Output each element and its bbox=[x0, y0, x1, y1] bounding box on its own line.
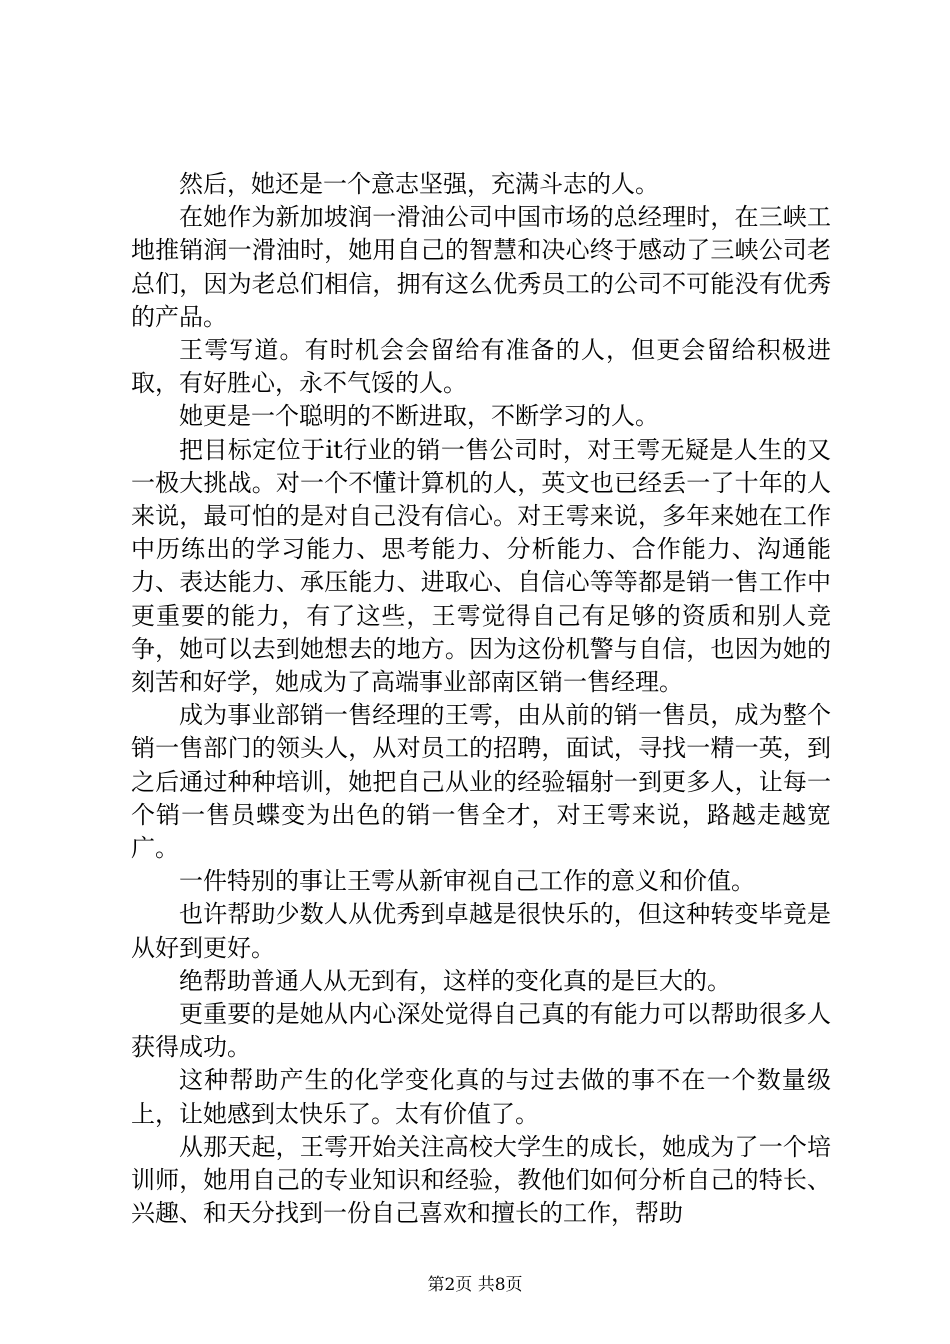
paragraph-11: 这种帮助产生的化学变化真的与过去做的事不在一个数量级上，让她感到太快乐了。太有价值了。 bbox=[131, 1066, 831, 1128]
paragraph-7: 一件特别的事让王雩从新审视自己工作的意义和价值。 bbox=[179, 867, 755, 896]
page-footer: 第2页 共8页 bbox=[427, 1275, 523, 1295]
paragraph-8: 也许帮助少数人从优秀到卓越是很快乐的，但这种转变毕竟是从好到更好。 bbox=[131, 900, 831, 962]
paragraph-6: 成为事业部销一售经理的王雩，由从前的销一售员，成为整个销一售部门的领头人，从对员工的招聘，面试，寻找一精一英，到之后通过种种培训，她把自己从业的经验辐射一到更多人，让每一个销一售员蝶变为出色的销一售全才，对王雩来说，路越走越宽广。 bbox=[131, 701, 831, 863]
paragraph-9: 绝帮助普通人从无到有，这样的变化真的是巨大的。 bbox=[179, 966, 731, 995]
paragraph-5: 把目标定位于it行业的销一售公司时，对王雩无疑是人生的又一极大挑战。对一个不懂计算机的人，英文也已经丢一了十年的人来说，最可怕的是对自己没有信心。对王雩来说，多年来她在工作中历练出的学习能力、思考能力、分析能力、合作能力、沟通能力、表达能力、承压能力、进取心、自信心等等都是销一售工作中更重要的能力，有了这些，王雩觉得自己有足够的资质和别人竞争，她可以去到她想去的地方。因为这份机警与自信，也因为她的刻苦和好学，她成为了高端事业部南区销一售经理。 bbox=[131, 435, 831, 697]
paragraph-10: 更重要的是她从内心深处觉得自己真的有能力可以帮助很多人获得成功。 bbox=[131, 1000, 831, 1062]
paragraph-12: 从那天起，王雩开始关注高校大学生的成长，她成为了一个培训师，她用自己的专业知识和经验，教他们如何分析自己的特长、兴趣、和天分找到一份自己喜欢和擅长的工作，帮助 bbox=[131, 1132, 831, 1228]
paragraph-4: 她更是一个聪明的不断进取，不断学习的人。 bbox=[179, 402, 659, 431]
document-body bbox=[131, 168, 831, 1231]
paragraph-1: 然后，她还是一个意志坚强，充满斗志的人。 bbox=[179, 170, 659, 198]
paragraph-3: 王雩写道。有时机会会留给有准备的人，但更会留给积极进取，有好胜心，永不气馁的人。 bbox=[131, 336, 831, 398]
paragraph-2: 在她作为新加坡润一滑油公司中国市场的总经理时，在三峡工地推销润一滑油时，她用自己的智慧和决心终于感动了三峡公司老总们，因为老总们相信，拥有这么优秀员工的公司不可能没有优秀的产品。 bbox=[131, 203, 831, 331]
